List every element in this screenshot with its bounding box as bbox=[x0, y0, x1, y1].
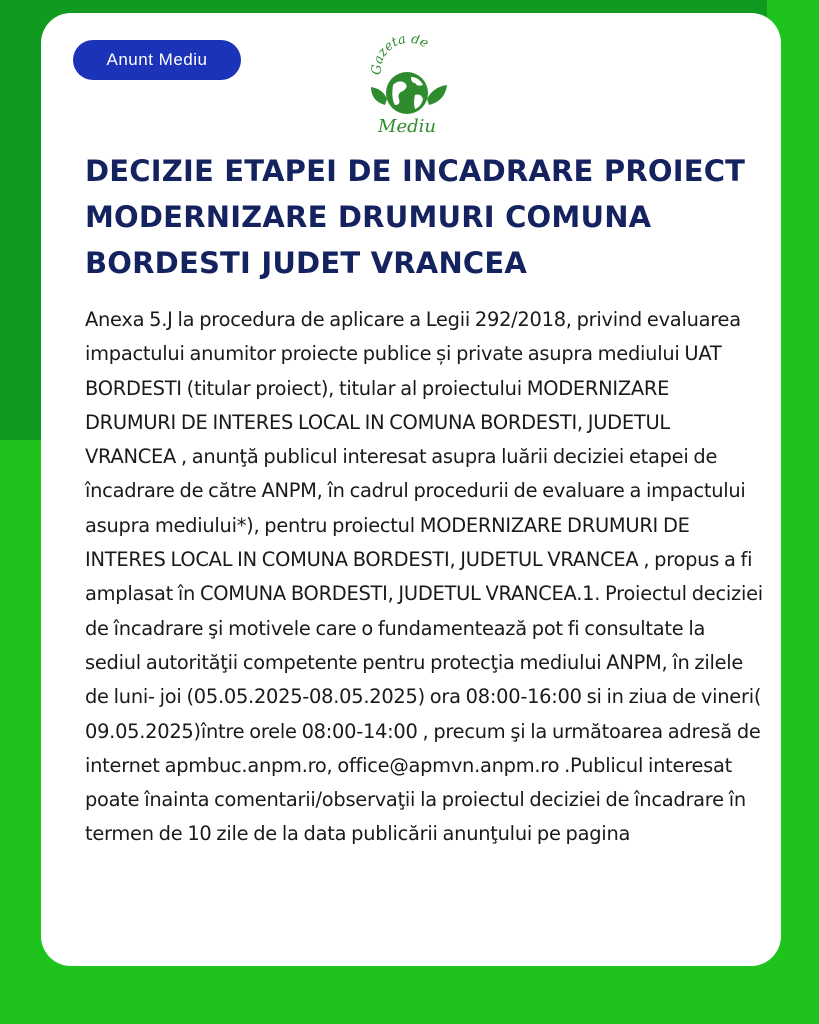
globe-leaf-logo-icon bbox=[359, 35, 455, 135]
article-body: Anexa 5.J la procedura de aplicare a Legii 292/2018, privind evaluarea impactului anumitor proiecte publice și private asupra mediului UAT BORDESTI (titular proiect), titular al proiectului MODERNIZARE DRUMURI DE INTERES LOCAL IN COMUNA BORDESTI, JUDETUL VRANCEA , anunţă publicul interesat asupra luării deciziei etapei de încadrare de către ANPM, în cadrul procedurii de evaluare a impactului asupra mediului*), pentru proiectul MODERNIZARE DRUMURI DE INTERES LOCAL IN COMUNA BORDESTI, JUDETUL VRANCEA , propus a fi amplasat în COMUNA BORDESTI, JUDETUL VRANCEA.1. Proiectul deciziei de încadrare şi motivele care o fundamentează pot fi consultate la sediul autorităţii competente pentru protecţia mediului ANPM, în zilele de luni- joi (05.05.2025-08.05.2025) ora 08:00-16:00 si in ziua de vineri( 09.05.2025)între orele 08:00-14:00 , precum şi la următoarea adresă de internet apmbuc.anpm.ro, office@apmvn.anpm.ro .Publicul interesat poate înainta comentarii/observaţii la proiectul deciziei de încadrare în termen de 10 zile de la data publicării anunţului pe pagina bbox=[85, 308, 763, 846]
logo-bottom-text: Mediu bbox=[378, 116, 436, 135]
article-card bbox=[41, 13, 781, 966]
article-title: DECIZIE ETAPEI DE INCADRARE PROIECT MODERNIZARE DRUMURI COMUNA BORDESTI JUDET VRANCEA bbox=[85, 154, 746, 280]
category-badge[interactable]: Anunt Mediu bbox=[73, 40, 241, 80]
logo-arc-text: Gazeta de bbox=[369, 35, 431, 76]
